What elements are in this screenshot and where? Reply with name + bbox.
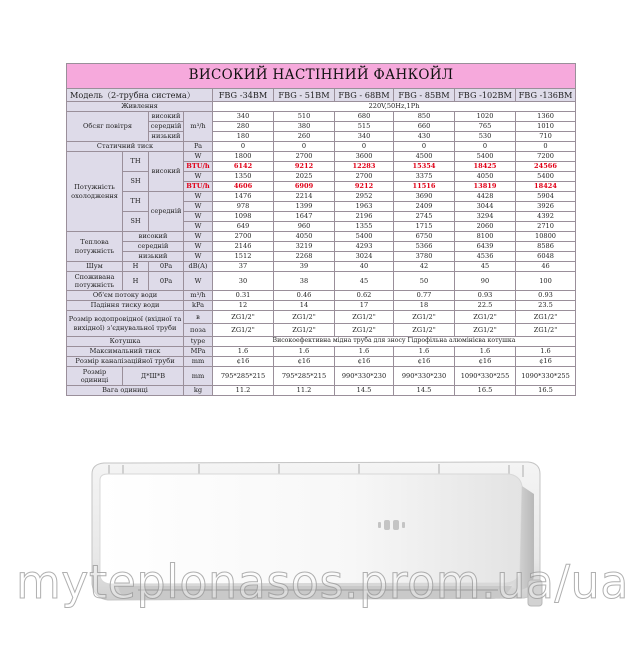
noise-cell: 46 [516, 262, 576, 272]
airflow-cell: 180 [213, 132, 274, 142]
power-supply-value: 220V,50Hz,1Ph [213, 102, 576, 112]
water-flow-cell: 0.62 [335, 291, 394, 301]
cooling-cell: 7200 [516, 152, 576, 162]
noise-cell: 37 [213, 262, 274, 272]
pipe-size-label: Розмір водопровідної (вхідної та вихідної) з'єднувальної труби [67, 311, 184, 337]
table-title: ВИСОКИЙ НАСТІННИЙ ФАНКОЙЛ [67, 64, 576, 89]
unit-size-cell: 990*330*230 [394, 367, 455, 386]
cooling-unit-btu: BTU/h [184, 162, 213, 172]
noise-cell: 40 [335, 262, 394, 272]
coil-unit: type [184, 337, 213, 347]
airflow-cell: 1010 [516, 122, 576, 132]
airflow-cell: 710 [516, 132, 576, 142]
heating-cell: 8586 [516, 242, 576, 252]
heating-level: середній [123, 242, 184, 252]
heating-cell: 4293 [335, 242, 394, 252]
cooling-btu-cell: 6142 [213, 162, 274, 172]
cooling-cell: 2710 [516, 222, 576, 232]
unit-size-cell: 795*285*215 [213, 367, 274, 386]
airflow-cell: 1360 [516, 112, 576, 122]
heating-cell: 2268 [274, 252, 335, 262]
airflow-label: Обсяг повітря [67, 112, 149, 142]
heating-cell: 1512 [213, 252, 274, 262]
water-drop-cell: 12 [213, 301, 274, 311]
cooling-btu-cell: 9212 [274, 162, 335, 172]
water-drop-label: Падіння тиску води [67, 301, 184, 311]
cooling-cell: 1350 [213, 172, 274, 182]
cooling-unit-w: W [184, 202, 213, 212]
spec-table [66, 63, 576, 396]
cooling-cell: 5400 [516, 172, 576, 182]
noise-cell: 45 [455, 262, 516, 272]
noise-pressure: 0Pa [149, 262, 184, 272]
cooling-cell: 2060 [455, 222, 516, 232]
heating-cell: 2146 [213, 242, 274, 252]
noise-label: Шум [67, 262, 123, 272]
cooling-cell: 2196 [335, 212, 394, 222]
cooling-btu-cell: 15354 [394, 162, 455, 172]
weight-cell: 16.5 [455, 386, 516, 396]
pipe-outlet-unit: поза [184, 324, 213, 337]
airflow-cell: 260 [274, 132, 335, 142]
airflow-cell: 280 [213, 122, 274, 132]
heating-unit: W [184, 252, 213, 262]
unit-size-cell: 990*330*230 [335, 367, 394, 386]
cooling-btu-cell: 18424 [516, 182, 576, 192]
weight-cell: 11.2 [213, 386, 274, 396]
unit-size-unit: mm [184, 367, 213, 386]
model-label: Модель（2-трубна система） [67, 89, 213, 102]
cooling-cell: 649 [213, 222, 274, 232]
heating-cell: 2700 [213, 232, 274, 242]
cooling-cell: 3690 [394, 192, 455, 202]
heating-level: низький [123, 252, 184, 262]
cooling-unit-w: W [184, 172, 213, 182]
model-header: FBG -34BM [213, 89, 274, 102]
heating-cell: 10800 [516, 232, 576, 242]
coil-value: Високоефективна мідна труба для зносу Гідрофільна алюмінієва котушка [213, 337, 576, 347]
weight-cell: 11.2 [274, 386, 335, 396]
cooling-cell: 978 [213, 202, 274, 212]
max-pressure-cell: 1.6 [335, 347, 394, 357]
noise-mode: H [123, 262, 149, 272]
cooling-cell: 5400 [455, 152, 516, 162]
heating-cell: 3024 [335, 252, 394, 262]
model-header: FBG - 85BM [394, 89, 455, 102]
noise-cell: 39 [274, 262, 335, 272]
drain-size-cell: ¢16 [455, 357, 516, 367]
drain-size-cell: ¢16 [213, 357, 274, 367]
water-flow-cell: 0.93 [455, 291, 516, 301]
cooling-cell: 3294 [455, 212, 516, 222]
pipe-inlet-cell: ZG1/2" [455, 311, 516, 324]
heating-cell: 5366 [394, 242, 455, 252]
cooling-high: високий [149, 152, 184, 192]
static-pressure-unit: Pa [184, 142, 213, 152]
coil-label: Котушка [67, 337, 184, 347]
pipe-inlet-cell: ZG1/2" [274, 311, 335, 324]
cooling-cell: 960 [274, 222, 335, 232]
drain-size-cell: ¢16 [274, 357, 335, 367]
consumption-cell: 50 [394, 272, 455, 291]
heating-cell: 6750 [394, 232, 455, 242]
cooling-cell: 4050 [455, 172, 516, 182]
max-pressure-cell: 1.6 [213, 347, 274, 357]
consumption-label: Споживана потужність [67, 272, 123, 291]
heating-cell: 6048 [516, 252, 576, 262]
cooling-mid: середній [149, 192, 184, 232]
airflow-unit: m³/h [184, 112, 213, 142]
cooling-cell: 3375 [394, 172, 455, 182]
airflow-cell: 430 [394, 132, 455, 142]
pipe-inlet-cell: ZG1/2" [516, 311, 576, 324]
weight-label: Вага одиниці [67, 386, 184, 396]
heating-level: високий [123, 232, 184, 242]
heating-cell: 5400 [335, 232, 394, 242]
drain-size-unit: mm [184, 357, 213, 367]
consumption-cell: 30 [213, 272, 274, 291]
cooling-cell: 2409 [394, 202, 455, 212]
cooling-btu-cell: 24566 [516, 162, 576, 172]
heating-unit: W [184, 242, 213, 252]
airflow-level: середній [149, 122, 184, 132]
pipe-inlet-cell: ZG1/2" [335, 311, 394, 324]
drain-size-label: Розмір каналізаційної труби [67, 357, 184, 367]
airflow-cell: 765 [455, 122, 516, 132]
water-flow-cell: 0.31 [213, 291, 274, 301]
water-flow-cell: 0.46 [274, 291, 335, 301]
unit-size-cell: 1090*330*255 [516, 367, 576, 386]
unit-size-label: Розмір одиниці [67, 367, 123, 386]
pipe-outlet-cell: ZG1/2" [274, 324, 335, 337]
weight-cell: 14.5 [335, 386, 394, 396]
consumption-pressure: 0Pa [149, 272, 184, 291]
heating-cell: 4536 [455, 252, 516, 262]
max-pressure-cell: 1.6 [394, 347, 455, 357]
static-pressure-cell: 0 [274, 142, 335, 152]
cooling-cell: 1399 [274, 202, 335, 212]
model-header: FBG -136BM [516, 89, 576, 102]
cooling-btu-cell: 9212 [335, 182, 394, 192]
drain-size-cell: ¢16 [516, 357, 576, 367]
weight-cell: 16.5 [516, 386, 576, 396]
airflow-level: низький [149, 132, 184, 142]
cooling-cell: 2214 [274, 192, 335, 202]
cooling-unit-w: W [184, 192, 213, 202]
cooling-btu-cell: 12283 [335, 162, 394, 172]
heating-unit: W [184, 232, 213, 242]
cooling-cell: 1476 [213, 192, 274, 202]
cooling-cell: 2952 [335, 192, 394, 202]
static-pressure-label: Статичний тиск [67, 142, 184, 152]
watermark-text: myteplonasos.prom.ua/ua [16, 555, 629, 609]
cooling-cell: 1647 [274, 212, 335, 222]
cooling-th: TH [123, 192, 149, 212]
cooling-sh: SH [123, 212, 149, 232]
airflow-cell: 680 [335, 112, 394, 122]
cooling-label: Потужність охолодження [67, 152, 123, 232]
noise-unit: dB(A) [184, 262, 213, 272]
consumption-cell: 38 [274, 272, 335, 291]
water-drop-cell: 18 [394, 301, 455, 311]
drain-size-cell: ¢16 [335, 357, 394, 367]
heating-cell: 3780 [394, 252, 455, 262]
airflow-cell: 1020 [455, 112, 516, 122]
cooling-cell: 2025 [274, 172, 335, 182]
airflow-cell: 515 [335, 122, 394, 132]
cooling-cell: 1715 [394, 222, 455, 232]
airflow-cell: 530 [455, 132, 516, 142]
cooling-th: TH [123, 152, 149, 172]
consumption-cell: 100 [516, 272, 576, 291]
cooling-unit-btu: BTU/h [184, 182, 213, 192]
pipe-inlet-cell: ZG1/2" [394, 311, 455, 324]
weight-cell: 14.5 [394, 386, 455, 396]
water-flow-unit: m³/h [184, 291, 213, 301]
water-drop-cell: 23.5 [516, 301, 576, 311]
cooling-unit-w: W [184, 152, 213, 162]
static-pressure-cell: 0 [213, 142, 274, 152]
drain-size-cell: ¢16 [394, 357, 455, 367]
cooling-cell: 3926 [516, 202, 576, 212]
cooling-sh: SH [123, 172, 149, 192]
cooling-unit-w: W [184, 212, 213, 222]
cooling-cell: 1800 [213, 152, 274, 162]
consumption-cell: 90 [455, 272, 516, 291]
airflow-cell: 380 [274, 122, 335, 132]
model-header: FBG - 68BM [335, 89, 394, 102]
water-drop-unit: kPa [184, 301, 213, 311]
pipe-outlet-cell: ZG1/2" [394, 324, 455, 337]
heating-cell: 4050 [274, 232, 335, 242]
cooling-cell: 1355 [335, 222, 394, 232]
water-drop-cell: 14 [274, 301, 335, 311]
model-header: FBG -102BM [455, 89, 516, 102]
weight-unit: kg [184, 386, 213, 396]
cooling-cell: 4500 [394, 152, 455, 162]
cooling-cell: 2745 [394, 212, 455, 222]
heating-cell: 6439 [455, 242, 516, 252]
max-pressure-cell: 1.6 [516, 347, 576, 357]
heating-label: Теплова потужність [67, 232, 123, 262]
heating-cell: 8100 [455, 232, 516, 242]
pipe-outlet-cell: ZG1/2" [213, 324, 274, 337]
airflow-cell: 340 [335, 132, 394, 142]
consumption-cell: 45 [335, 272, 394, 291]
model-header: FBG - 51BM [274, 89, 335, 102]
water-flow-cell: 0.77 [394, 291, 455, 301]
unit-size-cell: 1090*330*255 [455, 367, 516, 386]
water-drop-cell: 17 [335, 301, 394, 311]
pipe-outlet-cell: ZG1/2" [455, 324, 516, 337]
consumption-unit: W [184, 272, 213, 291]
consumption-mode: H [123, 272, 149, 291]
static-pressure-cell: 0 [394, 142, 455, 152]
water-flow-label: Об'єм потоку води [67, 291, 184, 301]
power-supply-label: Живлення [67, 102, 213, 112]
cooling-cell: 1098 [213, 212, 274, 222]
airflow-cell: 510 [274, 112, 335, 122]
heating-cell: 3219 [274, 242, 335, 252]
static-pressure-cell: 0 [455, 142, 516, 152]
static-pressure-cell: 0 [516, 142, 576, 152]
cooling-cell: 3044 [455, 202, 516, 212]
unit-size-sub: Д*Ш*В [123, 367, 184, 386]
unit-size-cell: 795*285*215 [274, 367, 335, 386]
cooling-btu-cell: 18425 [455, 162, 516, 172]
cooling-btu-cell: 13819 [455, 182, 516, 192]
water-flow-cell: 0.93 [516, 291, 576, 301]
cooling-cell: 4428 [455, 192, 516, 202]
cooling-btu-cell: 6909 [274, 182, 335, 192]
cooling-cell: 2700 [274, 152, 335, 162]
noise-cell: 42 [394, 262, 455, 272]
cooling-cell: 4392 [516, 212, 576, 222]
cooling-cell: 1963 [335, 202, 394, 212]
cooling-cell: 5904 [516, 192, 576, 202]
pipe-outlet-cell: ZG1/2" [335, 324, 394, 337]
max-pressure-cell: 1.6 [455, 347, 516, 357]
max-pressure-cell: 1.6 [274, 347, 335, 357]
static-pressure-cell: 0 [335, 142, 394, 152]
max-pressure-unit: MPa [184, 347, 213, 357]
airflow-level: високий [149, 112, 184, 122]
cooling-btu-cell: 11516 [394, 182, 455, 192]
cooling-cell: 3600 [335, 152, 394, 162]
pipe-outlet-cell: ZG1/2" [516, 324, 576, 337]
airflow-cell: 660 [394, 122, 455, 132]
pipe-inlet-unit: в [184, 311, 213, 324]
pipe-inlet-cell: ZG1/2" [213, 311, 274, 324]
cooling-unit-w: W [184, 222, 213, 232]
water-drop-cell: 22.5 [455, 301, 516, 311]
airflow-cell: 850 [394, 112, 455, 122]
max-pressure-label: Максимальний тиск [67, 347, 184, 357]
cooling-cell: 2700 [335, 172, 394, 182]
airflow-cell: 340 [213, 112, 274, 122]
cooling-btu-cell: 4606 [213, 182, 274, 192]
